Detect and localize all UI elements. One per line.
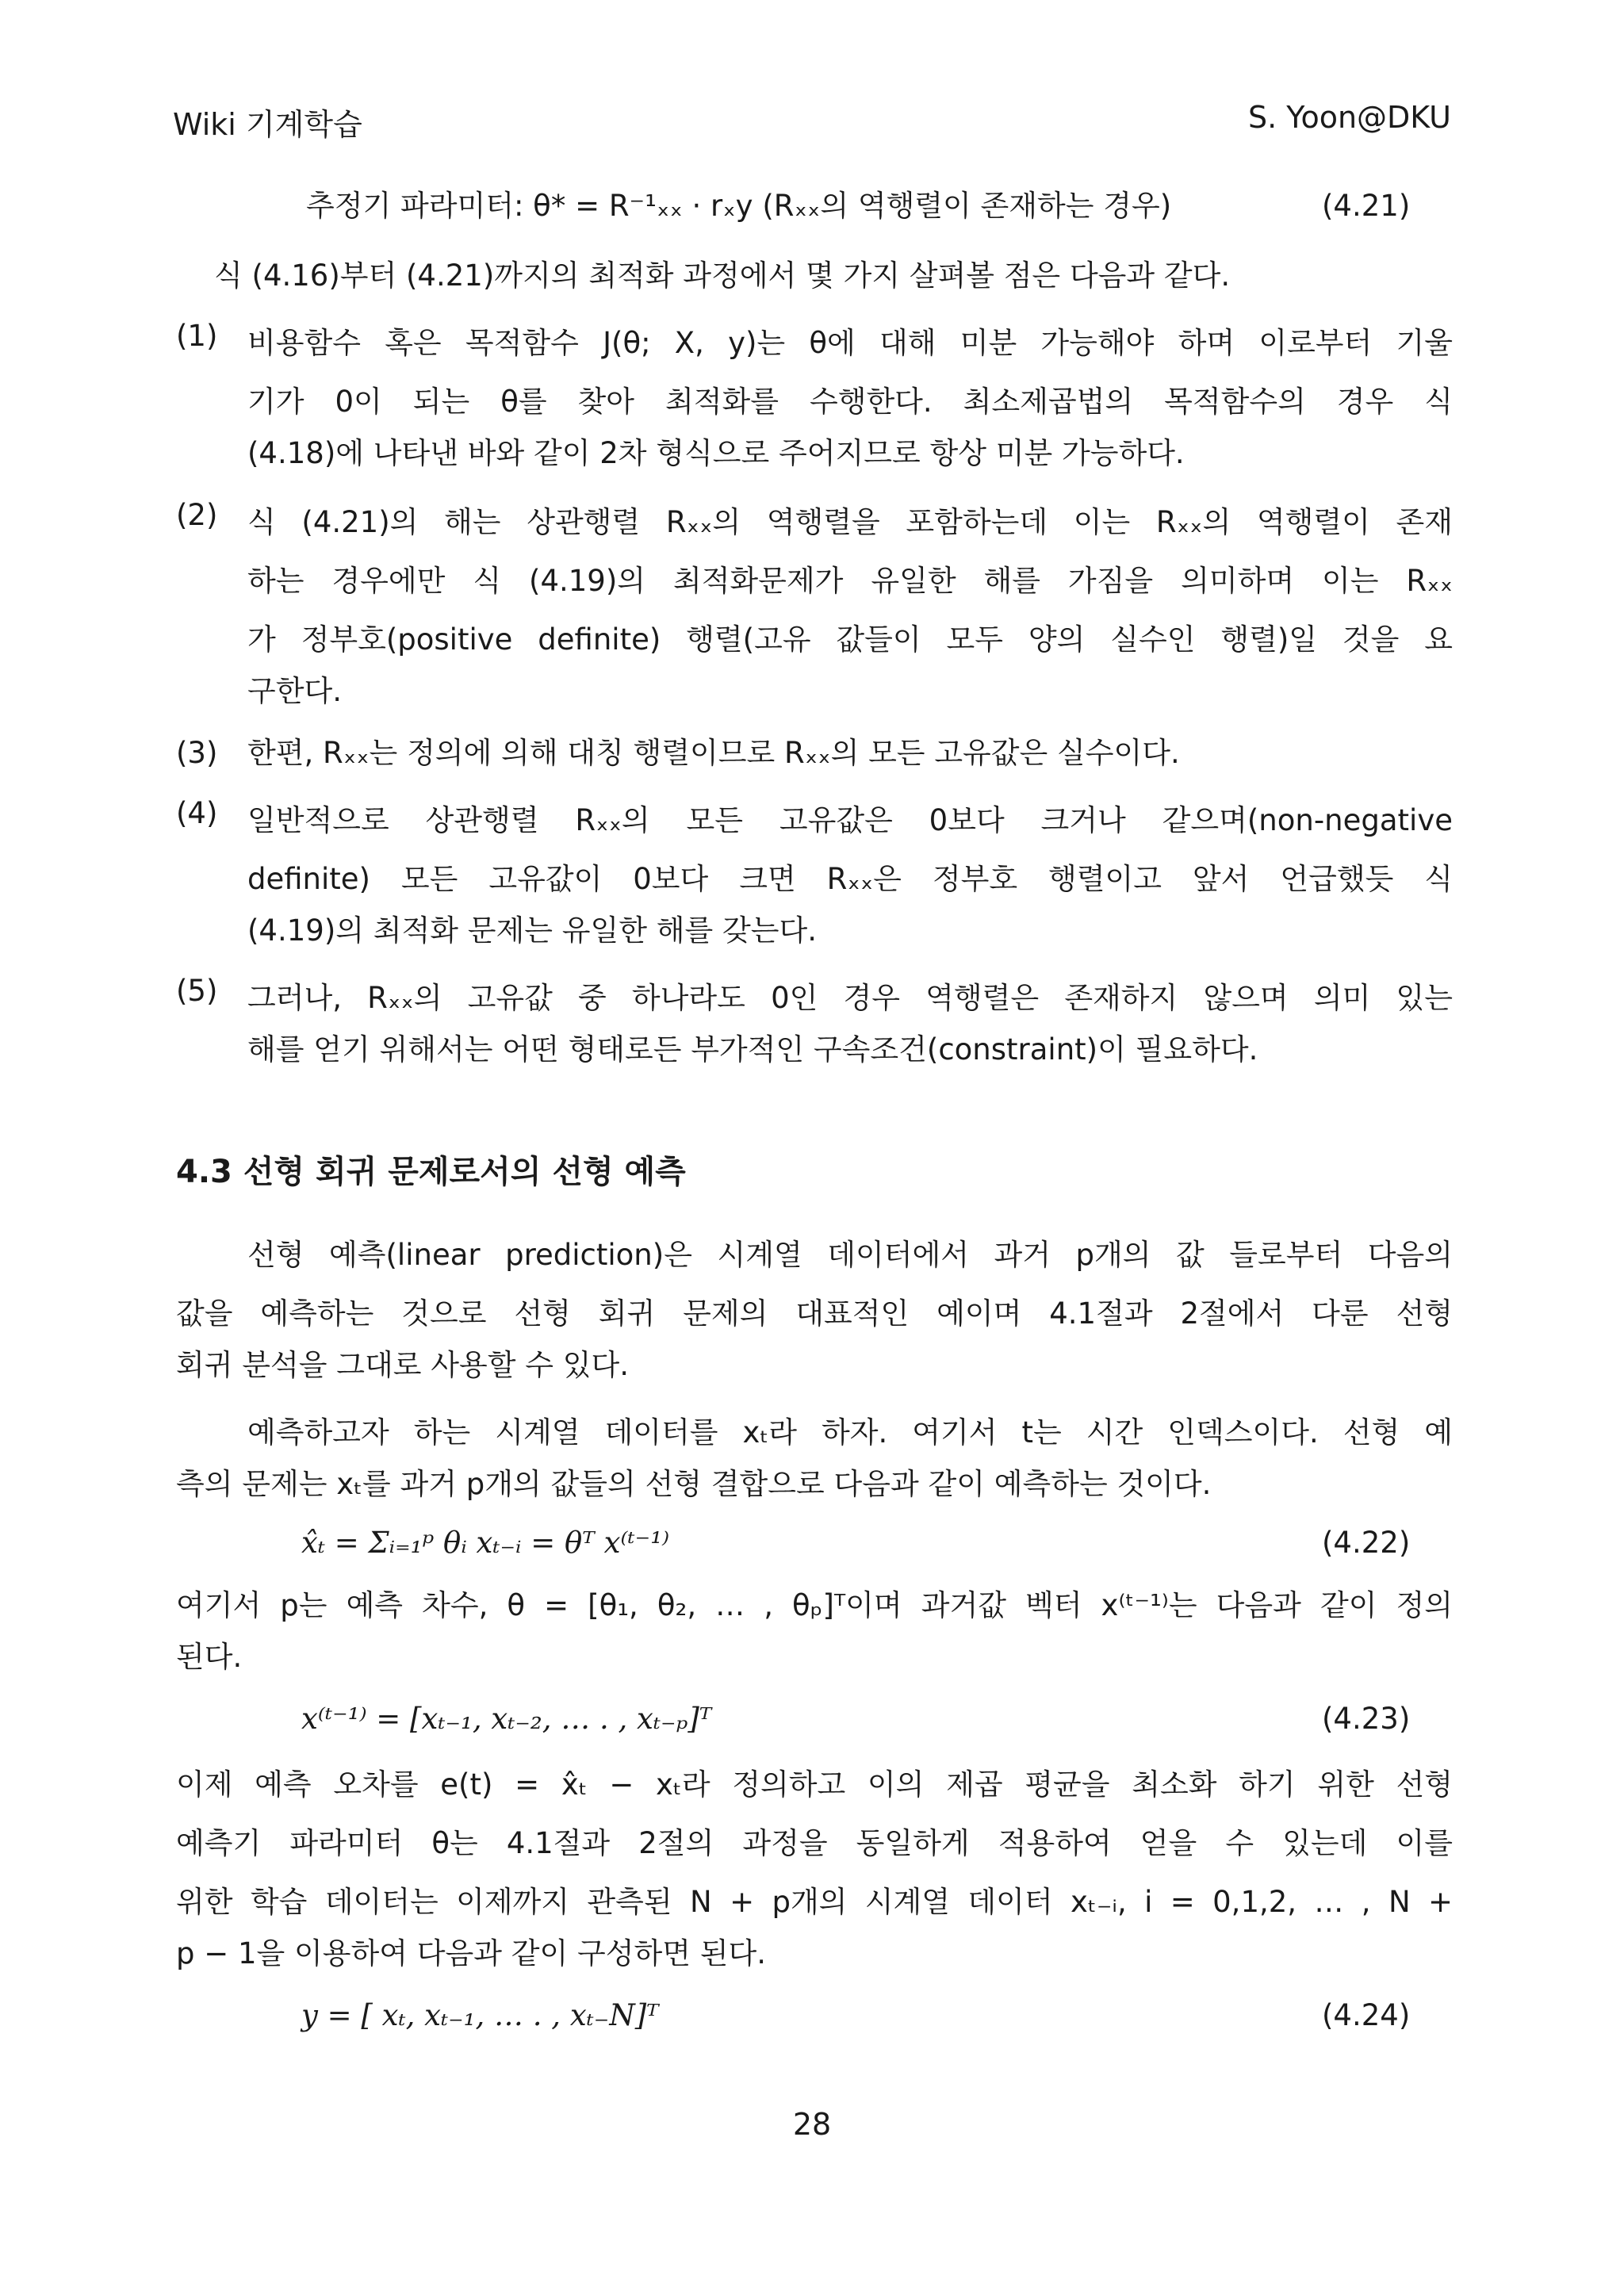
section-heading: 4.3 선형 회귀 문제로서의 선형 예측 xyxy=(176,1154,686,1190)
item-number: (5) xyxy=(176,974,218,1008)
item-4-line-1: 일반적으로 상관행렬 Rₓₓ의 모든 고유값은 0보다 크거나 같으며(non-negative xyxy=(247,803,1453,837)
item-2-line-2: 하는 경우에만 식 (4.19)의 최적화문제가 유일한 해를 가짐을 의미하며 이는 Rₓₓ xyxy=(247,564,1453,598)
item-1-line-1: 비용함수 혹은 목적함수 J(θ; X, y)는 θ에 대해 미분 가능해야 하며 이로부터 기울 xyxy=(247,326,1453,360)
item-5-line-1: 그러나, Rₓₓ의 고유값 중 하나라도 0인 경우 역행렬은 존재하지 않으며 의미 있는 xyxy=(247,981,1453,1015)
para2-line-2: 측의 문제는 xₜ를 과거 p개의 값들의 선형 결합으로 다음과 같이 예측하는 것이다. xyxy=(176,1467,1212,1501)
item-number: (1) xyxy=(176,319,218,353)
equation-4-23: x⁽ᵗ⁻¹⁾ = [xₜ₋₁, xₜ₋₂, … . , xₜ₋ₚ]ᵀ xyxy=(301,1702,712,1736)
para4-line-2: 예측기 파라미터 θ는 4.1절과 2절의 과정을 동일하게 적용하여 얻을 수 있는데 이를 xyxy=(176,1826,1453,1860)
item-4-line-2: definite) 모든 고유값이 0보다 크면 Rₓₓ은 정부호 행렬이고 앞서 언급했듯 식 xyxy=(247,862,1453,896)
equation-4-24: y = [ xₜ, xₜ₋₁, … . , xₜ₋N]ᵀ xyxy=(301,1998,659,2032)
para3-line-1: 여기서 p는 예측 차수, θ = [θ₁, θ₂, … , θₚ]ᵀ이며 과거값 벡터 x⁽ᵗ⁻¹⁾는 다음과 같이 정의 xyxy=(176,1588,1453,1622)
para4-line-1: 이제 예측 오차를 e(t) = x̂ₜ − xₜ라 정의하고 이의 제곱 평균을 최소화 하기 위한 선형 xyxy=(176,1767,1453,1802)
equation-number-4-23: (4.23) xyxy=(1322,1702,1411,1736)
item-2-line-3: 가 정부호(positive definite) 행렬(고유 값들이 모두 양의 실수인 행렬)일 것을 요 xyxy=(247,622,1453,657)
header-right: S. Yoon@DKU xyxy=(1248,100,1451,135)
item-1-line-2: 기가 0이 되는 θ를 찾아 최적화를 수행한다. 최소제곱법의 목적함수의 경우 식 xyxy=(247,385,1453,419)
equation-number-4-21: (4.21) xyxy=(1322,189,1411,223)
estimator-equation: 추정기 파라미터: θ* = R⁻¹ₓₓ · rₓy (Rₓₓ의 역행렬이 존재하는 경우) xyxy=(306,189,1172,223)
item-5-line-2: 해를 얻기 위해서는 어떤 형태로든 부가적인 구속조건(constraint)이 필요하다. xyxy=(247,1032,1258,1067)
intro-sentence: 식 (4.16)부터 (4.21)까지의 최적화 과정에서 몇 가지 살펴볼 점은 다음과 같다. xyxy=(214,259,1231,293)
page-number: 28 xyxy=(792,2107,832,2142)
item-2-line-1: 식 (4.21)의 해는 상관행렬 Rₓₓ의 역행렬을 포함하는데 이는 Rₓₓ의 역행렬이 존재 xyxy=(247,505,1453,539)
item-number: (2) xyxy=(176,498,218,532)
item-number: (3) xyxy=(176,736,218,770)
para4-line-4: p − 1을 이용하여 다음과 같이 구성하면 된다. xyxy=(176,1936,766,1970)
para1-line-2: 값을 예측하는 것으로 선형 회귀 문제의 대표적인 예이며 4.1절과 2절에서 다룬 선형 xyxy=(176,1296,1453,1331)
header-left: Wiki 기계학습 xyxy=(173,107,362,142)
para1-line-3: 회귀 분석을 그대로 사용할 수 있다. xyxy=(176,1348,629,1382)
para2-line-1: 예측하고자 하는 시계열 데이터를 xₜ라 하자. 여기서 t는 시간 인덱스이다. 선형 예 xyxy=(247,1415,1453,1450)
item-3-line-1: 한편, Rₓₓ는 정의에 의해 대칭 행렬이므로 Rₓₓ의 모든 고유값은 실수이다. xyxy=(247,736,1180,770)
item-2-line-4: 구한다. xyxy=(247,674,342,708)
para1-line-1: 선형 예측(linear prediction)은 시계열 데이터에서 과거 p개의 값 들로부터 다음의 xyxy=(247,1238,1453,1272)
equation-number-4-24: (4.24) xyxy=(1322,1998,1411,2032)
para3-line-2: 된다. xyxy=(176,1640,243,1674)
item-number: (4) xyxy=(176,796,218,830)
para4-line-3: 위한 학습 데이터는 이제까지 관측된 N + p개의 시계열 데이터 xₜ₋ᵢ, i = 0,1,2, … , N + xyxy=(176,1885,1453,1919)
equation-number-4-22: (4.22) xyxy=(1322,1526,1411,1560)
equation-4-22: x̂ₜ = Σᵢ₌₁ᵖ θᵢ xₜ₋ᵢ = θᵀ x⁽ᵗ⁻¹⁾ xyxy=(301,1526,670,1560)
item-4-line-3: (4.19)의 최적화 문제는 유일한 해를 갖는다. xyxy=(247,913,817,948)
item-1-line-3: (4.18)에 나타낸 바와 같이 2차 형식으로 주어지므로 항상 미분 가능하다. xyxy=(247,436,1185,470)
